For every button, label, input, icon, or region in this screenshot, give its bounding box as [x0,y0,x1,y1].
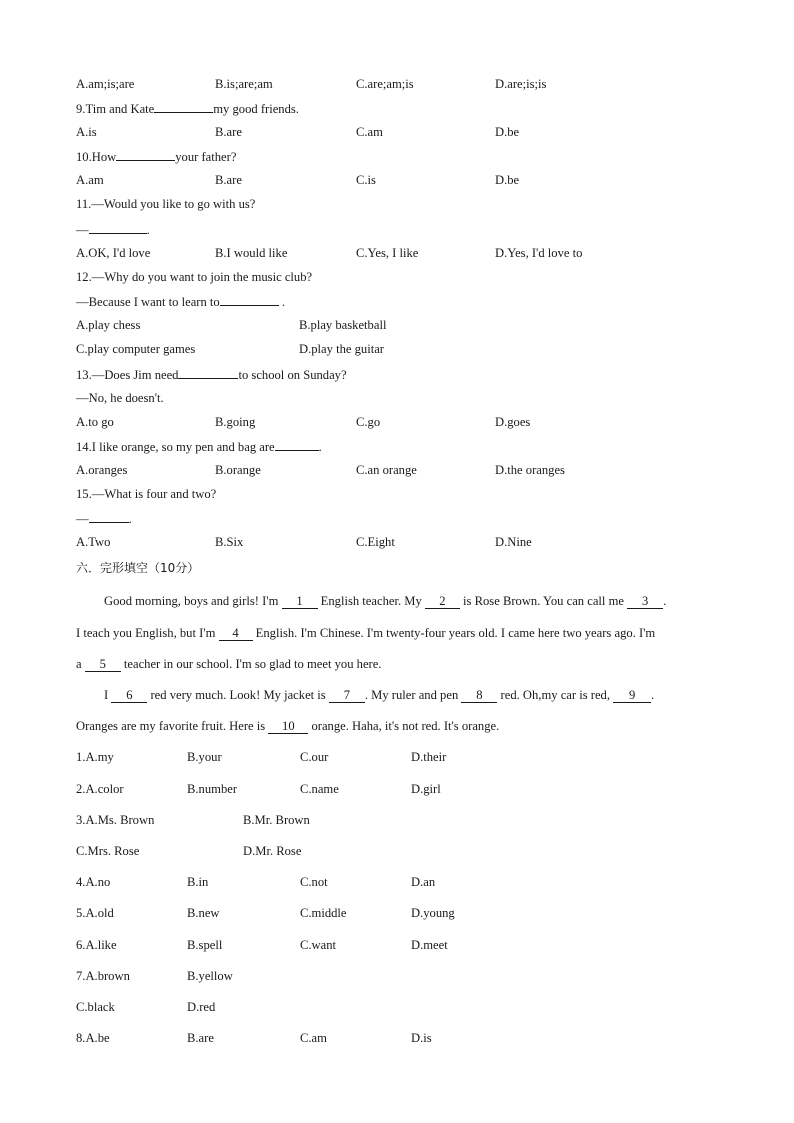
passage-text: . [663,594,667,608]
answer-blank [89,510,129,523]
option-b: B.are [215,173,242,187]
option-a: A.to go [76,415,114,429]
answer-blank [89,221,147,234]
passage-text: I teach you English, but I'm [76,626,219,640]
blank-10: 10 [268,719,308,734]
passage-text: Oranges are my favorite fruit. Here is [76,719,269,733]
option-a: A.is [76,125,97,139]
option-d: D.meet [411,938,448,952]
option-b: B.number [187,782,238,796]
passage-text: orange. Haha, it's not red. It's orange. [308,719,500,733]
option-c: C.is [356,173,376,187]
option-c: C.play computer games [76,342,196,356]
section-title: 六．完形填空（10分） [76,561,200,575]
option-b: B.spell [187,938,223,952]
option-a: 5.A.old [76,906,114,920]
option-c: C.am [356,125,383,139]
blank-2: 2 [425,594,460,609]
option-d: D.young [411,906,455,920]
blank-5: 5 [85,657,121,672]
blank-4: 4 [219,626,253,641]
passage-text: English. I'm Chinese. I'm twenty-four years old. I came here two years ago. I'm [252,626,656,640]
option-a: A.am [76,173,104,187]
option-d: D.are;is;is [495,77,547,91]
option-d: D.play the guitar [299,342,384,356]
question-15-stem: 15.—What is four and two? [76,487,217,501]
option-a: A.oranges [76,463,128,477]
period: . [318,440,322,454]
option-b: B.new [187,906,220,920]
stem-text: 13.—Does Jim need [76,368,179,382]
option-a: 6.A.like [76,938,117,952]
option-d: D.goes [495,415,531,429]
option-c: C.am [300,1031,327,1045]
option-b: B.play basketball [299,318,387,332]
question-14-stem [76,438,322,455]
answer-blank [220,293,279,306]
answer-blank [116,148,175,161]
answer-blank [154,100,213,113]
option-d: D.Yes, I'd love to [495,246,583,260]
option-a: A.am;is;are [76,77,135,91]
option-c: C.Yes, I like [356,246,419,260]
passage-text: red very much. Look! My jacket is [147,688,329,702]
period: . [146,223,150,237]
option-a: 3.A.Ms. Brown [76,813,155,827]
option-c: C.want [300,938,337,952]
option-b: B.yellow [187,969,233,983]
blank-9: 9 [613,688,651,703]
option-d: D.be [495,125,520,139]
passage-text: a [76,657,85,671]
option-b: B.orange [215,463,261,477]
option-c: C.an orange [356,463,417,477]
passage-text: teacher in our school. I'm so glad to meet you here. [120,657,382,671]
period: . [278,295,286,309]
blank-3: 3 [627,594,663,609]
dash: — [76,512,89,526]
option-a: A.play chess [76,318,141,332]
option-c: C.Mrs. Rose [76,844,140,858]
option-b: B.are [215,125,242,139]
option-c: C.Eight [356,535,395,549]
stem-text: to school on Sunday? [238,368,347,382]
option-c: C.name [300,782,339,796]
answer-blank [275,438,319,451]
option-c: C.our [300,750,329,764]
passage-text: red. Oh,my car is red, [497,688,614,702]
stem-text: 10.How [76,150,117,164]
passage-line [76,656,718,672]
option-c: C.middle [300,906,347,920]
passage-line [76,625,718,641]
period: . [128,512,132,526]
passage-text: . My ruler and pen [364,688,462,702]
option-b: B.are [187,1031,214,1045]
passage-text: I [104,688,112,702]
passage-text: Good morning, boys and girls! I'm [104,594,282,608]
option-d: D.Nine [495,535,532,549]
option-c: C.are;am;is [356,77,414,91]
question-11-answer-line [76,221,150,238]
stem-text: your father? [175,150,237,164]
option-a: 2.A.color [76,782,124,796]
option-d: D.Mr. Rose [243,844,302,858]
stem-text: my good friends. [213,102,299,116]
question-15-answer-line [76,510,132,527]
option-a: 1.A.my [76,750,114,764]
option-b: B.going [215,415,256,429]
dash: — [76,223,89,237]
option-d: D.an [411,875,436,889]
stem-text: 9.Tim and Kate [76,102,155,116]
option-d: D.red [187,1000,216,1014]
option-b: B.Six [215,535,244,549]
question-13-stem [76,366,347,383]
option-b: B.your [187,750,222,764]
option-b: B.in [187,875,209,889]
passage-text: is Rose Brown. You can call me [459,594,628,608]
option-a: A.Two [76,535,111,549]
option-c: C.not [300,875,328,889]
blank-8: 8 [461,688,497,703]
question-9-stem [76,100,299,117]
option-a: A.OK, I'd love [76,246,151,260]
option-b: B.is;are;am [215,77,273,91]
answer-blank [178,366,238,379]
option-d: D.be [495,173,520,187]
question-11-stem: 11.—Would you like to go with us? [76,197,256,211]
option-d: D.their [411,750,447,764]
passage-line [76,593,718,609]
option-a: 4.A.no [76,875,111,889]
stem-text: 14.I like orange, so my pen and bag are [76,440,275,454]
question-12-stem: 12.—Why do you want to join the music club? [76,270,313,284]
option-c: C.black [76,1000,115,1014]
passage-text: . [651,688,655,702]
option-c: C.go [356,415,381,429]
passage-line [76,718,718,734]
answer-text: —Because I want to learn to [76,295,220,309]
blank-7: 7 [329,688,365,703]
passage-text: English teacher. My [317,594,425,608]
passage-line [76,687,718,703]
option-a: 7.A.brown [76,969,130,983]
blank-1: 1 [282,594,318,609]
question-10-stem [76,148,236,165]
option-b: B.I would like [215,246,288,260]
question-13-reply: —No, he doesn't. [76,391,164,405]
blank-6: 6 [111,688,147,703]
option-d: D.is [411,1031,432,1045]
option-b: B.Mr. Brown [243,813,310,827]
option-a: 8.A.be [76,1031,110,1045]
question-12-answer-line [76,293,285,310]
option-d: D.the oranges [495,463,565,477]
option-d: D.girl [411,782,441,796]
